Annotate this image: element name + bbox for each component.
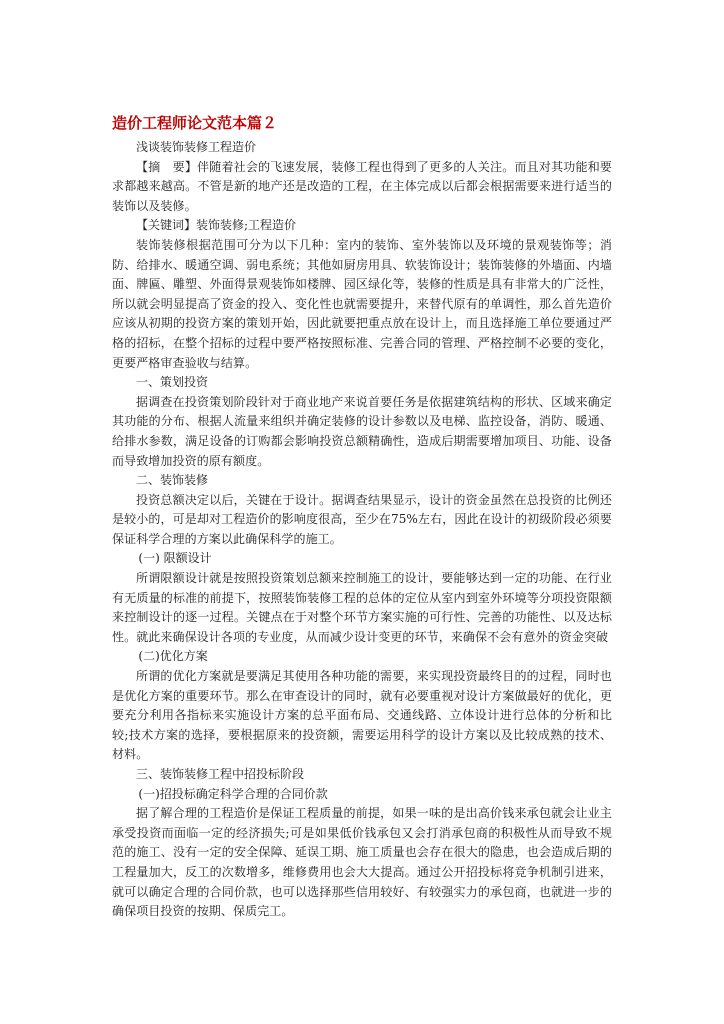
intro-paragraph: 装饰装修根据范围可分为以下几种：室内的装饰、室外装饰以及环境的景观装饰等；消防、给排水、暖通空调、弱电系统；其他如厨房用具、软装饰设计；装饰装修的外墙面、内墙面、牌匾、雕塑、外面得景观装饰如楼牌、园区绿化等，装修的性质是具有非常大的广泛性，所以就会明显提高了资金的投入、变化性也就需要提升，来替代原有的单调性，那么首先造价应该从初期的投资方案的策划开始，因此就要把重点放在设计上，而且选择施工单位要通过严格的招标，在整个招标的过程中要严格按照标准、完善合同的管理、严格控制不必要的变化，更要严格审查验收与结算。 bbox=[112, 237, 612, 370]
abstract-paragraph: 【摘 要】伴随着社会的飞速发展，装修工程也得到了更多的人关注。而且对其功能和要求都越来越高。不管是新的地产还是改造的工程，在主体完成以后都会根据需要来进行适当的装饰以及装修。 bbox=[112, 159, 612, 213]
section-3-1-heading: (一)招投标确定科学合理的合同价款 bbox=[138, 786, 328, 801]
doc-title: 造价工程师论文范本篇２ bbox=[112, 114, 278, 132]
section-2-1-paragraph: 所谓限额设计就是按照投资策划总额来控制施工的设计，要能够达到一定的功能、在行业有无质量的标准的前提下，按照装饰装修工程的总体的定位从室内到室外环境等分项投资限额来控制设计的逐一过程。关键点在于对整个环节方案实施的可行性、完善的功能性、以及达标性。就此来确保设计各项的专业度，从而减少设计变更的环节，来确保不会有意外的资金突破 bbox=[112, 571, 612, 644]
section-3-heading: 三、装饰装修工程中招投标阶段 bbox=[136, 767, 305, 781]
keywords-line: 【关键词】装饰装修;工程造价 bbox=[136, 218, 297, 233]
section-2-paragraph: 投资总额决定以后，关键在于设计。据调查结果显示，设计的资金虽然在总投资的比例还是较小的，可是却对工程造价的影响度很高，至少在75%左右，因此在设计的初级阶段必须要保证科学合理的方案以此确保科学的施工。 bbox=[112, 492, 612, 546]
section-1-paragraph: 据调查在投资策划阶段针对于商业地产来说首要任务是依据建筑结构的形状、区域来确定其功能的分布、根据人流量来组织并确定装修的设计参数以及电梯、监控设备，消防、暖通、给排水参数，满足设备的订购都会影响投资总额精确性，造成后期需要增加项目、功能、设备而导致增加投资的原有额度。 bbox=[112, 394, 612, 468]
section-1-heading: 一、策划投资 bbox=[136, 375, 209, 390]
paper-subtitle: 浅谈装饰装修工程造价 bbox=[136, 140, 257, 154]
section-2-2-paragraph: 所谓的优化方案就是要满足其使用各种功能的需要，来实现投资最终目的的过程，同时也是优化方案的重要环节。那么在审查设计的同时，就有必要重视对设计方案做最好的优化，更要充分利用各指标来实施设计方案的总平面布局、交通线路、立体设计进行总体的分析和比较;技术方案的选择，要根据原来的投资额，需要运用科学的设计方案以及比较成熟的技术、材料。 bbox=[112, 669, 612, 762]
section-2-heading: 二、装饰装修 bbox=[136, 473, 209, 488]
section-2-2-heading: (二)优化方案 bbox=[138, 649, 208, 664]
section-2-1-heading: (一) 限额设计 bbox=[138, 551, 212, 566]
section-3-1-paragraph: 据了解合理的工程造价是保证工程质量的前提，如果一味的是出高价钱来承包就会让业主承受投资而面临一定的经济损失;可是如果低价钱承包又会打消承包商的积极性从而导致不规范的施工、没有一定的安全保障、延误工期、施工质量也会存在很大的隐患，也会造成后期的工程量加大，反工的次数增多，维修费用也会大大提高。通过公开招投标将竞争机制引进来，就可以确定合理的合同价款，也可以选择那些信用较好、有较强实力的承包商，也就进一步的确保项目投资的按期、保质完工。 bbox=[112, 806, 612, 919]
